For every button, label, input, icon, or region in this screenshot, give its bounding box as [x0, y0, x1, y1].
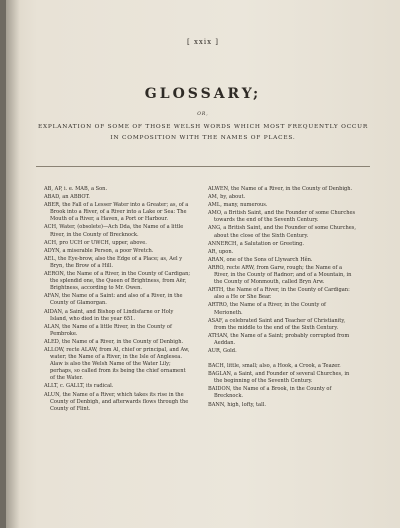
glossary-entry: ARAN, one of the Sons of Llywarch Hên.: [208, 256, 313, 263]
glossary-entry: ASAF, a celebrated Saint and Teacher of Christianity, from the middle to the end of the Sixth Century.: [208, 317, 346, 331]
glossary-entry: ARRO, recte ARW, from Garw, rough; the Name of a River, in the County of Radnor; and of a Mountain, in the County of Monmouth, called Bryn Arw.: [208, 264, 352, 286]
header-rule: [36, 166, 370, 167]
page-gutter-shadow: [6, 0, 20, 528]
glossary-entry: ARTRO, the Name of a River, in the County of Merioneth.: [208, 302, 326, 316]
glossary-column-left: [44, 186, 192, 414]
glossary-entry: AR, upon.: [208, 248, 234, 255]
glossary-entry: AEL, the Eye-brow, also the Edge of a Place; as, Ael y Bryn, the Brow of a Hill.: [44, 255, 183, 269]
title-connector: OR,: [197, 112, 209, 117]
book-page: [6, 0, 400, 528]
page-number: [ xxix ]: [187, 38, 219, 46]
page-title: GLOSSARY;: [144, 86, 262, 102]
glossary-entry: BAGLAN, a Saint, and Founder of several Churches, in the beginning of the Seventh Century.: [208, 371, 350, 385]
glossary-entry: ALED, the Name of a River, in the County of Denbigh.: [44, 338, 184, 345]
glossary-entry: AIDAN, a Saint, and Bishop of Lindisfarne or Holy Island, who died in the year 651.: [44, 308, 174, 322]
glossary-entry: [208, 356, 356, 362]
glossary-entry: ANNERCH, a Salutation or Greeting.: [208, 240, 305, 247]
glossary-entry: AM, by, about.: [208, 194, 246, 201]
glossary-entry: ALLOW, recte ALAW, from Al, chief or principal, and Aw, water; the Name of a River, in the Isle of Anglesea. Alaw is also the Welsh Name of the Water Lily; perhaps, so called from its being the chief ornament of the Water.: [44, 346, 190, 382]
glossary-entry: ALLT, c. GALLT, its radical.: [44, 383, 114, 390]
glossary-column-right: [208, 186, 356, 410]
glossary-entry: ACH, pro UCH or UWCH, upper, above.: [44, 239, 147, 246]
glossary-entry: ARTH, the Name of a River, in the County of Cardigan: also a He or She Bear.: [208, 287, 350, 301]
glossary-entry: ALWEN, the Name of a River, in the County of Denbigh.: [208, 186, 353, 192]
glossary-entry: AFAN, the Name of a Saint: and also of a River, in the County of Glamorgan.: [44, 293, 183, 307]
glossary-entry: ACH, Water, (obsolete)—Ach Dda, the Name of a little River, in the County of Brecknock.: [44, 224, 184, 238]
glossary-entry: BANN, high, lofty, tall.: [208, 401, 266, 408]
glossary-entry: ATHAN, the Name of a Saint; probably corrupted from Aeddan.: [208, 332, 350, 346]
glossary-entry: AUR, Gold.: [208, 347, 237, 354]
glossary-entry: AML, many, numerous.: [208, 202, 268, 209]
glossary-entry: ANG, a British Saint, and the Founder of some Churches, about the close of the Sixth Century.: [208, 225, 356, 239]
glossary-entry: AMO, a British Saint, and the Founder of some Churches towards the end of the Seventh Century.: [208, 210, 356, 224]
glossary-entry: ALAN, the Name of a little River, in the County of Pembroke.: [44, 323, 172, 337]
page-subtitle: EXPLANATION OF SOME OF THOSE WELSH WORDS WHICH MOST FREQUENTLY OCCUR IN COMPOSITION WITH THE NAMES OF PLACES.: [37, 124, 369, 141]
glossary-entry: ABAD, an ABBOT.: [44, 194, 90, 201]
glossary-entry: ADYN, a miserable Person, a poor Wretch.: [44, 247, 154, 254]
glossary-entry: ABER, the Fall of a Lesser Water into a Greater; as, of a Brook into a River, of a River into a Lake or Sea: The Mouth of a River, a Haven, a Port or Harbour.: [44, 202, 189, 223]
glossary-entry: BACH, little, small; also, a Hook, a Crook, a Teazer.: [208, 363, 341, 370]
glossary-entry: AERON, the Name of a River, in the County of Cardigan; the splendid one, the Queen of Brightness, from Aër, Brightness, according to Mr. Owen.: [44, 271, 191, 292]
glossary-entry: ALUN, the Name of a River, which takes its rise in the County of Denbigh, and afterwards flows through the County of Flint.: [44, 391, 189, 412]
glossary-entry: BAIDON, the Name of a Brook, in the County of Brecknock.: [208, 386, 332, 400]
glossary-entry: AB, AP, i. e. MAB, a Son.: [44, 186, 108, 192]
